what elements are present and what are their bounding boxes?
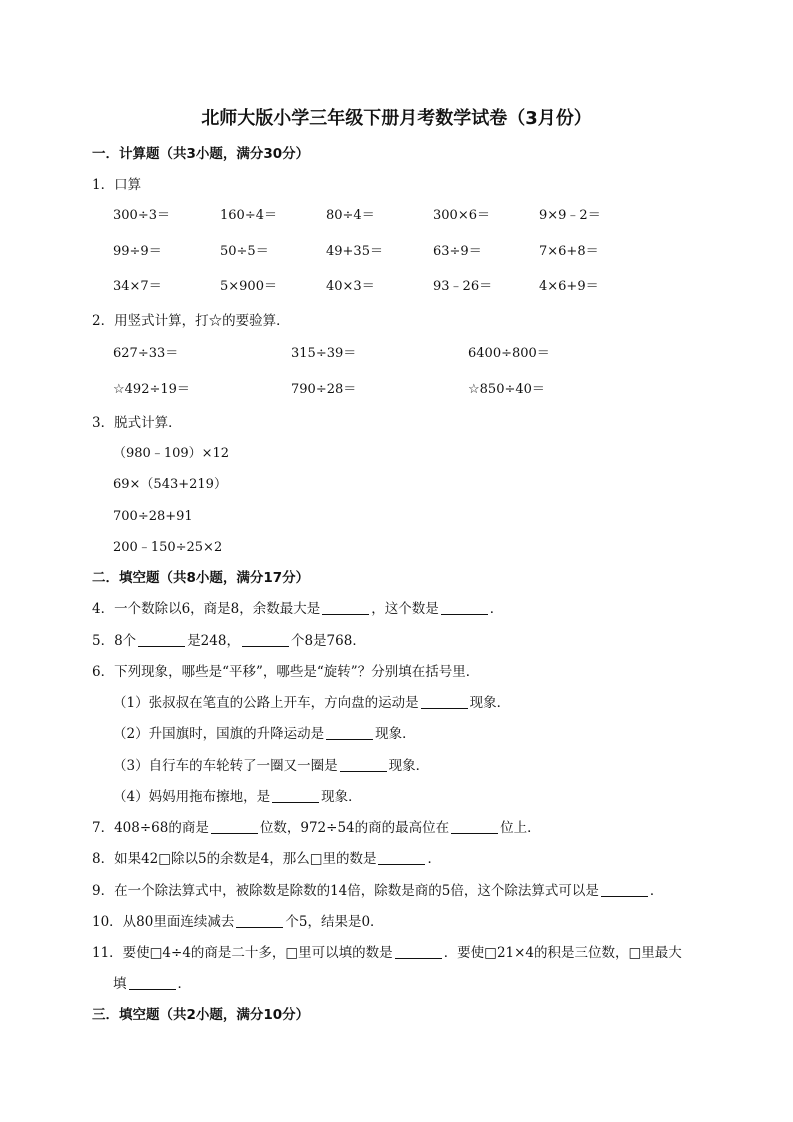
question-6-sub-4: [113, 788, 362, 806]
mental-math-item: 300×6＝: [433, 208, 490, 223]
question-text: 9．在一个除法算式中，被除数是除数的14倍，除数是商的5倍，这个除法算式可以是: [92, 883, 599, 899]
mental-math-item: 80÷4＝: [326, 208, 375, 223]
step-calc-item: 69×（543+219）: [113, 477, 227, 492]
question-6-sub-1: [113, 694, 510, 712]
question-text: 是248，: [187, 633, 240, 649]
answer-blank[interactable]: [421, 694, 468, 709]
section-heading-2: 二．填空题（共8小题，满分17分）: [92, 570, 310, 586]
question-text: 填: [113, 976, 127, 992]
question-1-label: 1．口算: [92, 177, 142, 193]
mental-math-item: 9×9﹣2＝: [539, 208, 601, 223]
answer-blank[interactable]: [272, 788, 319, 803]
question-11: [92, 944, 682, 962]
question-text: 个5，结果是0．: [285, 914, 384, 930]
question-9: [92, 882, 663, 900]
mental-math-item: 300÷3＝: [113, 208, 170, 223]
answer-blank[interactable]: [242, 632, 289, 647]
question-text: 4．一个数除以6，商是8，余数最大是: [92, 601, 321, 617]
question-text: ．: [649, 883, 664, 899]
vertical-calc-item: ☆850÷40＝: [468, 382, 545, 397]
question-8: [92, 850, 441, 868]
question-2-label: 2．用竖式计算，打☆的要验算．: [92, 313, 290, 329]
answer-blank[interactable]: [601, 882, 648, 897]
answer-blank[interactable]: [236, 913, 283, 928]
question-text: 8．如果42□除以5的余数是4，那么□里的数是: [92, 851, 377, 867]
question-text: ．: [177, 976, 191, 992]
answer-blank[interactable]: [326, 725, 373, 740]
question-text: 现象．: [375, 726, 416, 742]
vertical-calc-item: 315÷39＝: [291, 346, 357, 361]
answer-blank[interactable]: [441, 600, 488, 615]
answer-blank[interactable]: [129, 975, 176, 990]
question-text: 5．8个: [92, 633, 137, 649]
mental-math-item: 7×6+8＝: [539, 244, 599, 259]
question-6-label: 6．下列现象，哪些是“平移”，哪些是“旋转”？分别填在括号里．: [92, 664, 480, 680]
mental-math-item: 4×6+9＝: [539, 279, 599, 294]
answer-blank[interactable]: [451, 819, 498, 834]
vertical-calc-item: 790÷28＝: [291, 382, 357, 397]
section-heading-3: 三．填空题（共2小题，满分10分）: [92, 1007, 310, 1023]
vertical-calc-item: ☆492÷19＝: [113, 382, 190, 397]
vertical-calc-item: 6400÷800＝: [468, 346, 550, 361]
answer-blank[interactable]: [138, 632, 185, 647]
answer-blank[interactable]: [211, 819, 258, 834]
question-6-sub-3: [113, 757, 429, 775]
answer-blank[interactable]: [378, 850, 425, 865]
question-text: 10．从80里面连续减去: [92, 914, 235, 930]
question-text: 现象．: [469, 695, 511, 711]
mental-math-item: 40×3＝: [326, 279, 375, 294]
mental-math-item: 50÷5＝: [220, 244, 269, 259]
question-text: ．: [427, 851, 441, 867]
question-text: 位数，972÷54的商的最高位在: [259, 820, 450, 836]
question-text: 个8是768．: [290, 633, 366, 649]
question-text: （2）升国旗时，国旗的升降运动是: [113, 726, 325, 742]
question-text: ．要使□21×4的积是三位数，□里最大: [443, 945, 682, 961]
question-5: [92, 632, 366, 650]
answer-blank[interactable]: [322, 600, 369, 615]
answer-blank[interactable]: [340, 757, 387, 772]
question-text: 7．408÷68的商是: [92, 820, 209, 836]
question-text: （3）自行车的车轮转了一圈又一圈是: [113, 758, 338, 774]
question-7: [92, 819, 541, 837]
question-text: 现象．: [321, 789, 362, 805]
mental-math-item: 34×7＝: [113, 279, 162, 294]
mental-math-item: 5×900＝: [220, 279, 277, 294]
question-4: [92, 600, 503, 618]
question-6-sub-2: [113, 725, 416, 743]
question-text: （1）张叔叔在笔直的公路上开车，方向盘的运动是: [113, 695, 419, 711]
step-calc-item: 200﹣150÷25×2: [113, 540, 223, 555]
question-text: 现象．: [388, 758, 430, 774]
question-text: ．: [489, 601, 504, 617]
question-11-continued: [113, 975, 191, 993]
section-heading-1: 一．计算题（共3小题，满分30分）: [92, 146, 310, 162]
question-3-label: 3．脱式计算．: [92, 415, 182, 431]
question-text: 11．要使□4÷4的商是二十多，□里可以填的数是: [92, 945, 393, 961]
question-text: ，这个数是: [371, 601, 439, 617]
question-text: 位上．: [500, 820, 541, 836]
answer-blank[interactable]: [395, 944, 442, 959]
mental-math-item: 160÷4＝: [220, 208, 277, 223]
mental-math-item: 99÷9＝: [113, 244, 162, 259]
mental-math-item: 63÷9＝: [433, 244, 482, 259]
question-10: [92, 913, 384, 931]
step-calc-item: 700÷28+91: [113, 509, 193, 524]
vertical-calc-item: 627÷33＝: [113, 346, 179, 361]
step-calc-item: （980﹣109）×12: [113, 446, 230, 461]
page-title: 北师大版小学三年级下册月考数学试卷（3月份）: [201, 108, 592, 129]
mental-math-item: 93﹣26＝: [433, 279, 493, 294]
mental-math-item: 49+35＝: [326, 244, 383, 259]
question-text: （4）妈妈用拖布擦地，是: [113, 789, 271, 805]
